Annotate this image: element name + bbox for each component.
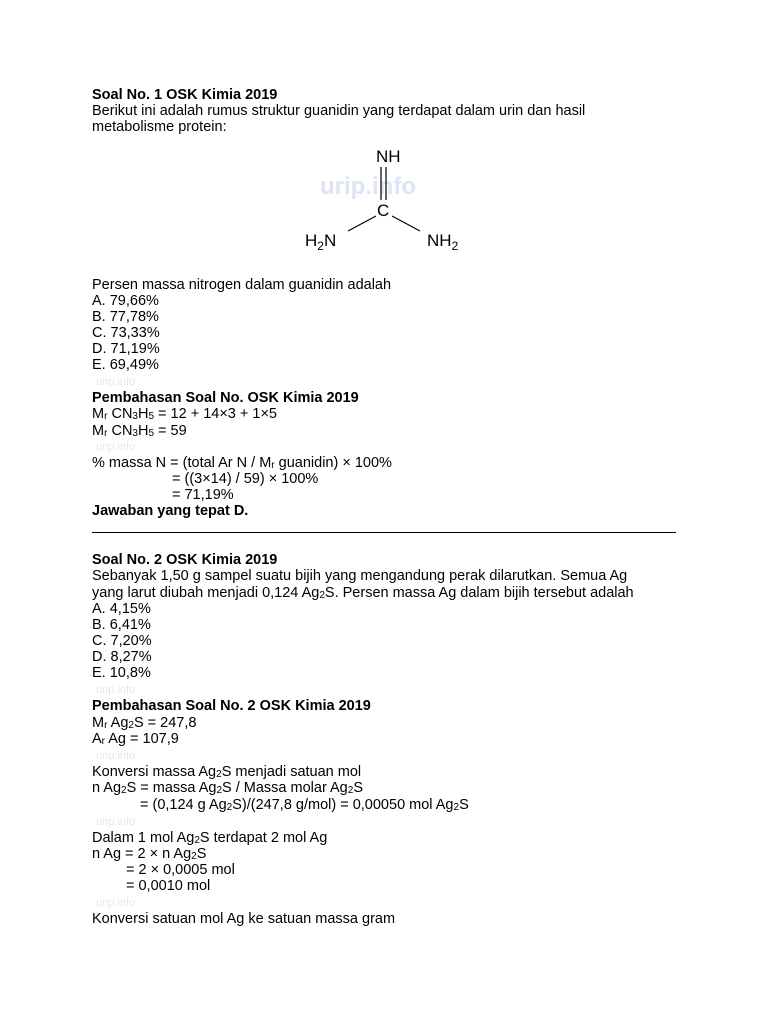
watermark: urip.info bbox=[96, 897, 136, 909]
pembahasan-1-answer: Jawaban yang tepat D. bbox=[92, 503, 249, 519]
pembahasan-2-konversi-1: Konversi massa Ag2S menjadi satuan mol bbox=[92, 764, 362, 780]
structure-nh-top: NH bbox=[376, 147, 401, 166]
pembahasan-2-n-ag-3: = 0,0010 mol bbox=[126, 878, 211, 894]
soal-2-text-1: Sebanyak 1,50 g sampel suatu bijih yang mengandung perak dilarutkan. Semua Ag bbox=[92, 568, 628, 584]
soal-1-intro-line-1: Berikut ini adalah rumus struktur guanidin yang terdapat dalam urin dan hasil bbox=[92, 103, 586, 119]
soal-2-option-b: B. 6,41% bbox=[92, 617, 151, 633]
pembahasan-2-ar: Ar Ag = 107,9 bbox=[92, 731, 179, 747]
watermark: urip.info bbox=[96, 376, 136, 388]
soal-2-option-d: D. 8,27% bbox=[92, 649, 152, 665]
pembahasan-1-calc-3: = 71,19% bbox=[172, 487, 234, 503]
section-divider bbox=[92, 532, 676, 533]
soal-2-text-2: yang larut diubah menjadi 0,124 Ag2S. Persen massa Ag dalam bijih tersebut adalah bbox=[92, 585, 634, 601]
pembahasan-1-line-1: Mr CN3H5 = 12 + 14×3 + 1×5 bbox=[92, 406, 277, 422]
watermark: urip.info bbox=[96, 684, 136, 696]
soal-2-option-a: A. 4,15% bbox=[92, 601, 151, 617]
pembahasan-1-line-2: Mr CN3H5 = 59 bbox=[92, 423, 187, 439]
guanidine-structure bbox=[290, 140, 480, 260]
pembahasan-2-n-value: = (0,124 g Ag2S)/(247,8 g/mol) = 0,00050 mol Ag2S bbox=[140, 797, 469, 813]
watermark: urip.info bbox=[96, 441, 136, 453]
soal-1-question: Persen massa nitrogen dalam guanidin adalah bbox=[92, 277, 392, 293]
soal-1-intro-line-2: metabolisme protein: bbox=[92, 119, 227, 135]
soal-1-option-a: A. 79,66% bbox=[92, 293, 159, 309]
structure-watermark: urip.info bbox=[320, 173, 416, 200]
pembahasan-2-dalam: Dalam 1 mol Ag2S terdapat 2 mol Ag bbox=[92, 830, 328, 846]
watermark: urip.info bbox=[96, 750, 136, 762]
pembahasan-2-n-formula: n Ag2S = massa Ag2S / Massa molar Ag2S bbox=[92, 780, 363, 796]
structure-carbon: C bbox=[377, 201, 390, 220]
structure-h2n: $H_2N$ bbox=[305, 231, 337, 253]
soal-1-option-e: E. 69,49% bbox=[92, 357, 159, 373]
soal-1-option-b: B. 77,78% bbox=[92, 309, 159, 325]
soal-1-title: Soal No. 1 OSK Kimia 2019 bbox=[92, 87, 278, 103]
pembahasan-1-calc-1: % massa N = (total Ar N / Mr guanidin) × 100% bbox=[92, 455, 392, 471]
pembahasan-1-title: Pembahasan Soal No. OSK Kimia 2019 bbox=[92, 390, 359, 406]
soal-1-option-c: C. 73,33% bbox=[92, 325, 160, 341]
soal-2-option-e: E. 10,8% bbox=[92, 665, 151, 681]
pembahasan-2-mr: Mr Ag2S = 247,8 bbox=[92, 715, 197, 731]
pembahasan-2-n-ag: n Ag = 2 × n Ag2S bbox=[92, 846, 207, 862]
pembahasan-1-calc-2: = ((3×14) / 59) × 100% bbox=[172, 471, 319, 487]
soal-2-title: Soal No. 2 OSK Kimia 2019 bbox=[92, 552, 278, 568]
pembahasan-2-n-ag-2: = 2 × 0,0005 mol bbox=[126, 862, 235, 878]
structure-nh2: $NH_2$ bbox=[427, 231, 459, 253]
soal-2-option-c: C. 7,20% bbox=[92, 633, 152, 649]
watermark: urip.info bbox=[96, 816, 136, 828]
soal-1-option-d: D. 71,19% bbox=[92, 341, 160, 357]
pembahasan-2-konversi-2: Konversi satuan mol Ag ke satuan massa gram bbox=[92, 911, 396, 927]
pembahasan-2-title: Pembahasan Soal No. 2 OSK Kimia 2019 bbox=[92, 698, 371, 714]
